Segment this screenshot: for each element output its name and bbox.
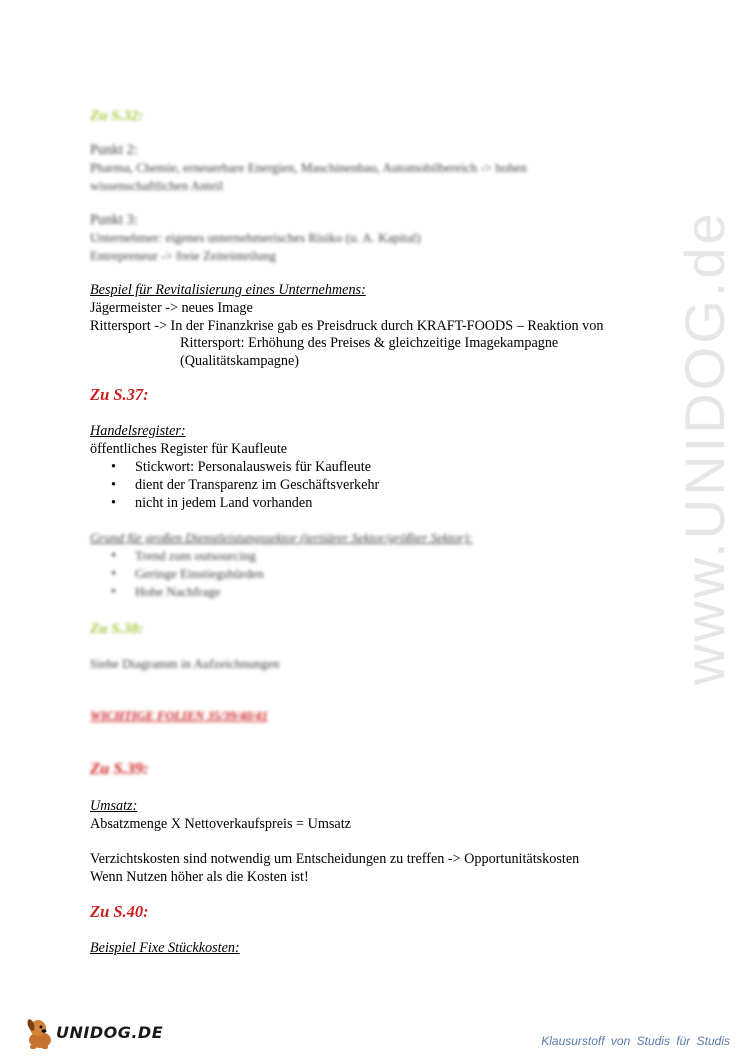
heading-s37: Zu S.37:: [90, 385, 149, 404]
heading-s38: Zu S.38:: [90, 621, 144, 637]
punkt2-line2: wissenschaftlichen Anteil: [90, 178, 224, 193]
punkt2-line1: Pharma, Chemie, erneuerbare Energien, Maschinenbau, Automobilbereich -> hohen: [90, 160, 528, 175]
bullet-icon: •: [111, 477, 116, 493]
dog-icon: [24, 1016, 56, 1050]
example-line1: Jägermeister -> neues Image: [90, 300, 253, 316]
watermark-text: www.UNIDOG.de: [673, 210, 736, 685]
punkt3-line2: Entrepreneur -> freie Zeiteinteilung: [90, 248, 276, 263]
bullet-icon: •: [111, 566, 116, 582]
reason-title: Grund für großen Dienstleistungssektor (tertiärer Sektor/größter Sektor):: [90, 530, 473, 545]
punkt3-label: Punkt 3:: [90, 212, 138, 228]
fixe-stueckkosten-title: Beispiel Fixe Stückkosten:: [90, 940, 240, 956]
example-title: Bespiel für Revitalisierung eines Unternehmens:: [90, 282, 366, 298]
bullet-icon: •: [111, 584, 116, 600]
example-line2: Rittersport -> In der Finanzkrise gab es Preisdruck durch KRAFT-FOODS – Reaktion von: [90, 318, 604, 334]
punkt2-label: Punkt 2:: [90, 142, 138, 158]
s38-line1: Siehe Diagramm in Aufzeichnungen: [90, 656, 280, 671]
example-line3: Rittersport: Erhöhung des Preises & gleichzeitige Imagekampagne: [180, 335, 559, 351]
heading-s39: Zu S.39:: [90, 759, 149, 778]
handelsregister-title: Handelsregister:: [90, 423, 186, 439]
heading-s40: Zu S.40:: [90, 902, 149, 921]
logo-text: UNIDOG.DE: [56, 1023, 164, 1042]
important-slides: WICHTIGE FOLIEN 35/39/40/41: [90, 709, 268, 723]
unidog-logo: [24, 1016, 164, 1050]
umsatz-line1: Absatzmenge X Nettoverkaufspreis = Umsatz: [90, 816, 351, 832]
verzicht-line: Verzichtskosten sind notwendig um Entscheidungen zu treffen -> Opportunitätskosten: [90, 851, 580, 867]
bullet-icon: •: [111, 548, 116, 564]
example-line4: (Qualitätskampagne): [180, 353, 299, 369]
footer-tagline: Klausurstoff von Studis für Studis: [541, 1034, 730, 1048]
handelsregister-line1: öffentliches Register für Kaufleute: [90, 441, 288, 457]
bullet-icon: •: [111, 459, 116, 475]
nutzen-line: Wenn Nutzen höher als die Kosten ist!: [90, 869, 309, 885]
bullet-icon: •: [111, 495, 116, 511]
punkt3-line1: Unternehmer: eigenes unternehmerisches Risiko (u. A. Kapital): [90, 230, 421, 245]
heading-s32: Zu S.32:: [90, 108, 144, 124]
umsatz-title: Umsatz:: [90, 798, 138, 814]
